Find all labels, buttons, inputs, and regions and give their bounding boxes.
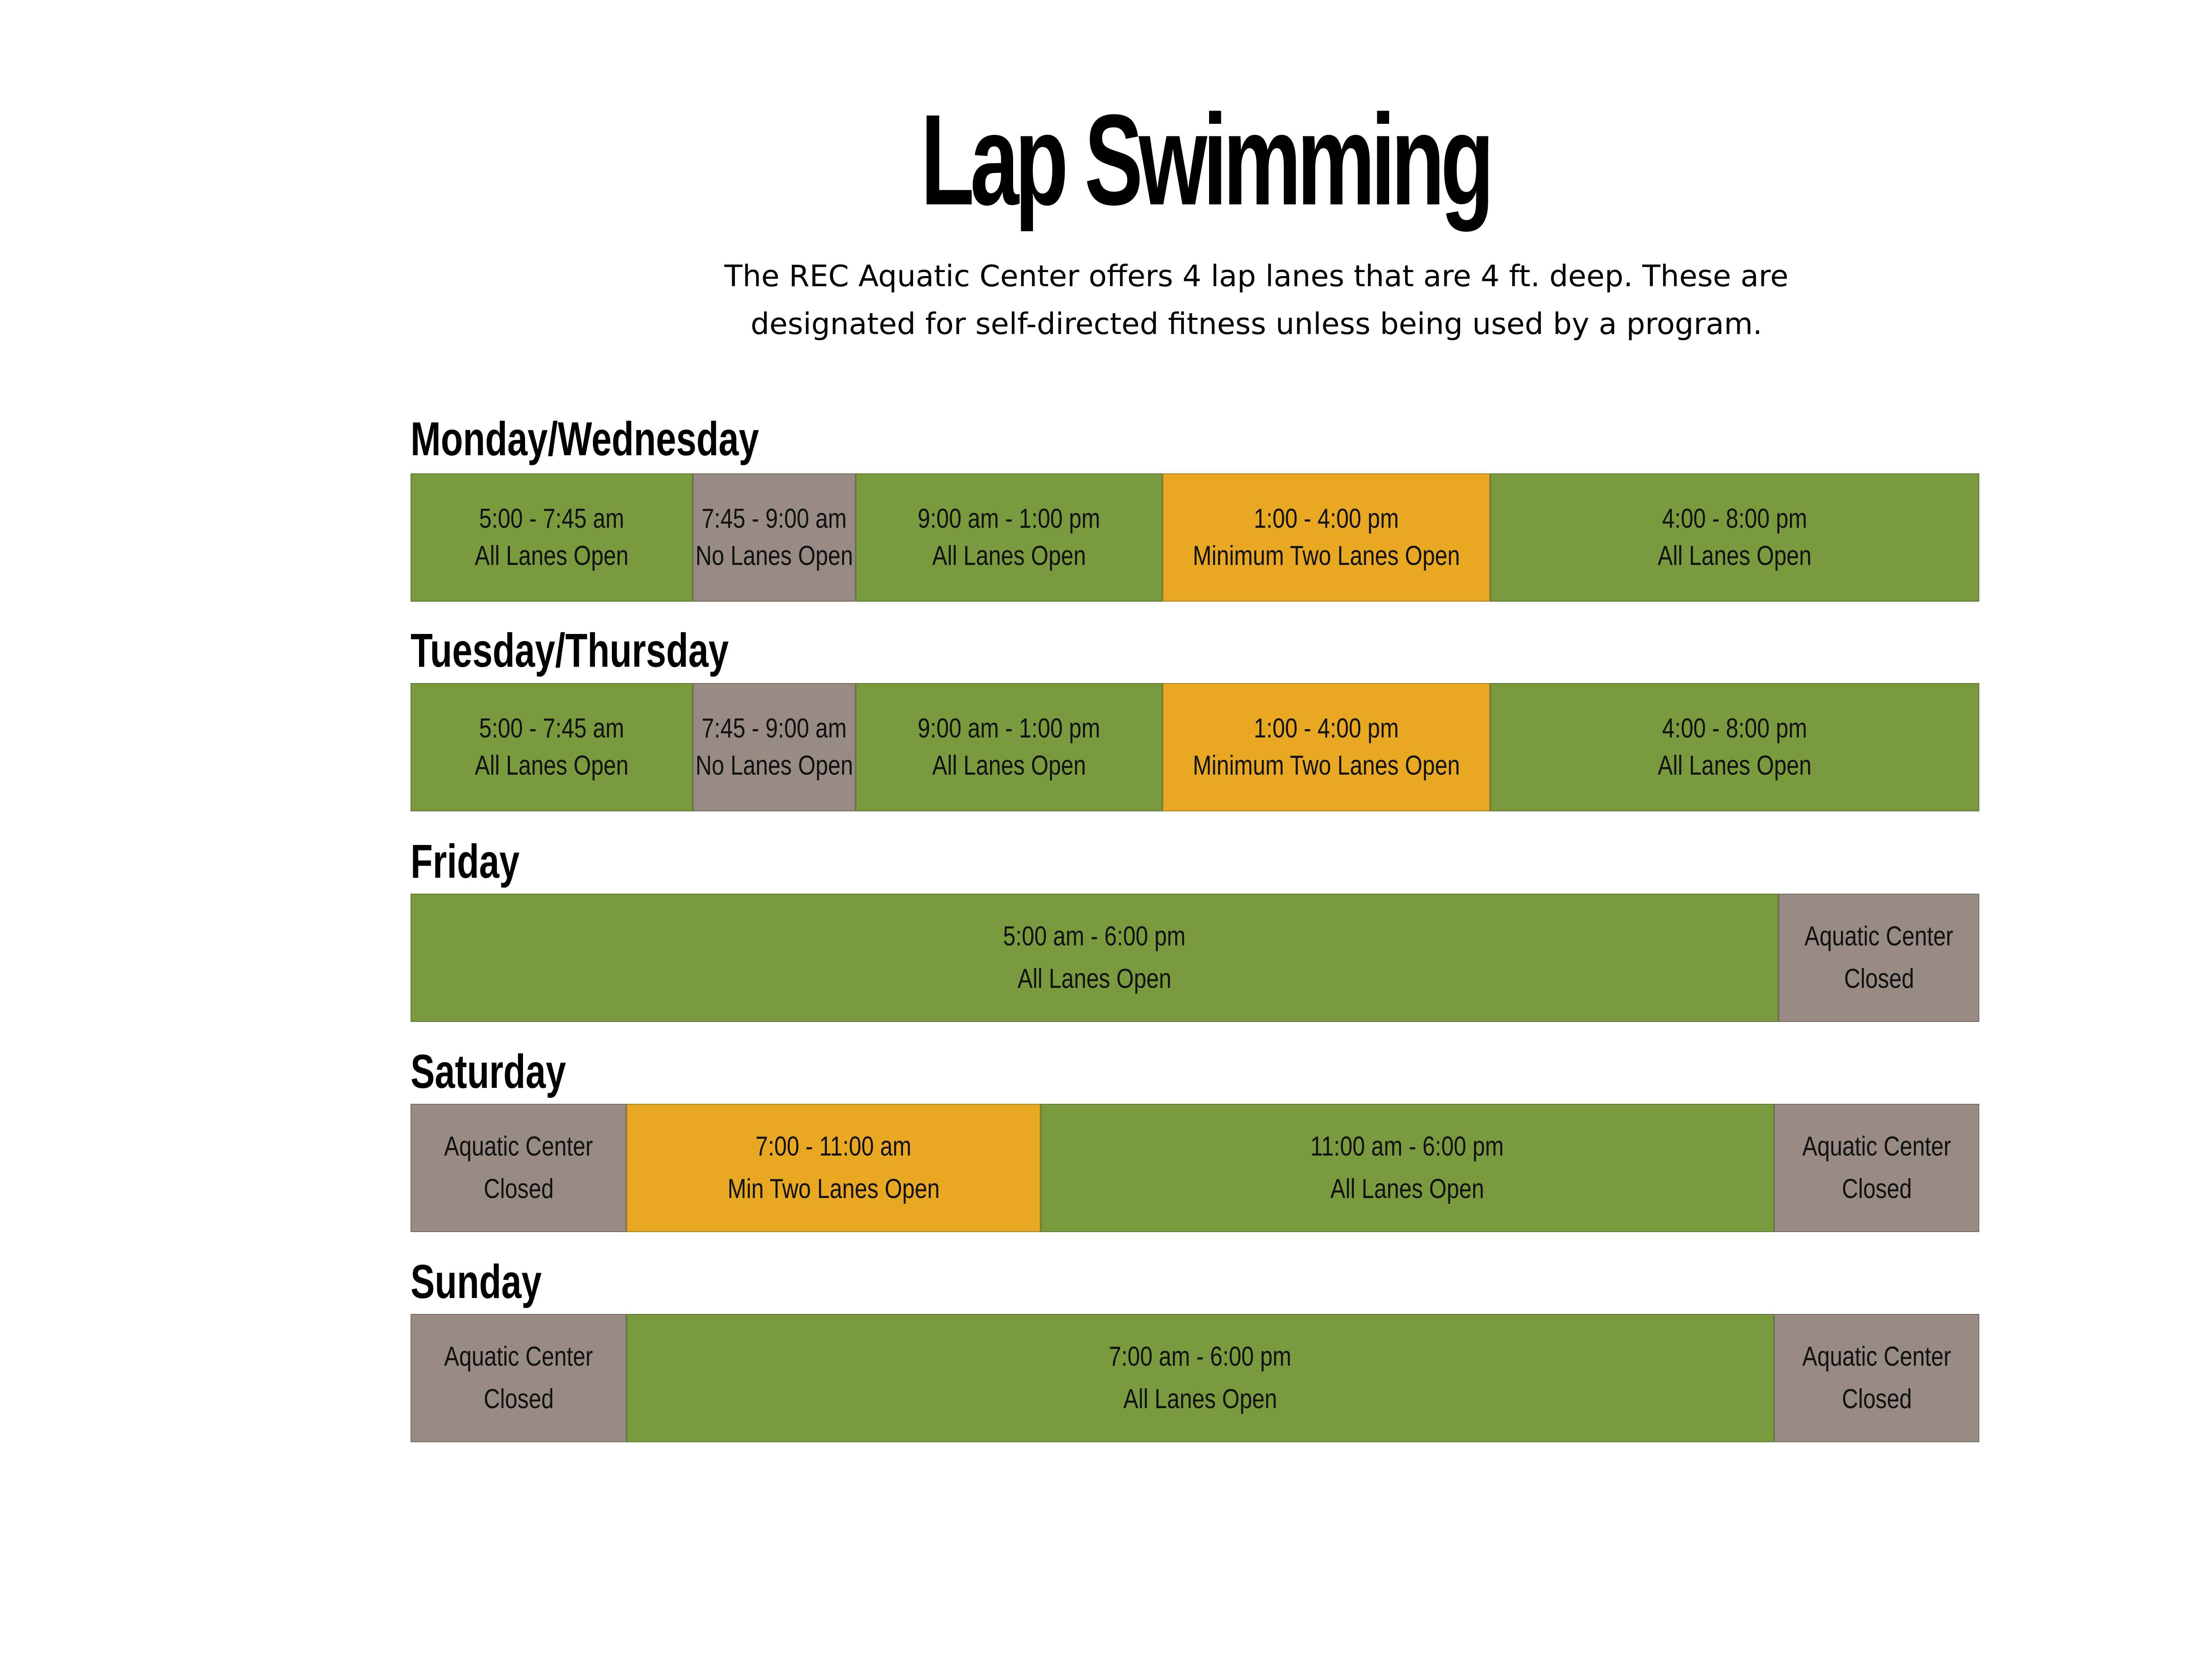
block-time: 4:00 - 8:00 pm	[1662, 713, 1807, 744]
time-block-aquatic-center-closed	[1778, 894, 1979, 1022]
schedule-row-friday	[411, 894, 1979, 1022]
block-time: 9:00 am - 1:00 pm	[918, 503, 1101, 534]
block-status: Closed	[483, 1174, 554, 1204]
intro-text	[717, 252, 1796, 348]
block-time: 1:00 - 4:00 pm	[1254, 713, 1399, 744]
block-status: All Lanes Open	[932, 750, 1086, 781]
block-status: Minimum Two Lanes Open	[1193, 541, 1460, 571]
block-status: Closed	[483, 1384, 554, 1414]
day-label-saturday: Saturday	[411, 1045, 566, 1098]
day-label-tuesday-thursday: Tuesday/Thursday	[411, 623, 729, 677]
block-time: Aquatic Center	[1802, 1341, 1951, 1372]
time-block-no-lanes-open	[693, 683, 856, 811]
schedule-row-monday-wednesday	[411, 473, 1979, 602]
block-time: 5:00 am - 6:00 pm	[1003, 921, 1186, 952]
intro-line-1: The REC Aquatic Center offers 4 lap lanes that are 4 ft. deep. These are	[724, 259, 1789, 293]
block-time: Aquatic Center	[1802, 1131, 1951, 1162]
time-block-all-lanes-open	[1041, 1104, 1774, 1232]
block-time: 7:00 - 11:00 am	[755, 1131, 912, 1162]
block-status: All Lanes Open	[475, 541, 629, 571]
block-status: All Lanes Open	[1123, 1384, 1277, 1414]
day-label-monday-wednesday: Monday/Wednesday	[411, 412, 759, 465]
block-time: 11:00 am - 6:00 pm	[1310, 1131, 1504, 1162]
block-status: Closed	[1841, 1174, 1912, 1204]
block-time: 7:00 am - 6:00 pm	[1109, 1341, 1292, 1372]
time-block-aquatic-center-closed	[411, 1104, 626, 1232]
time-block-all-lanes-open	[856, 473, 1163, 602]
schedule-row-saturday	[411, 1104, 1979, 1232]
block-status: All Lanes Open	[932, 541, 1086, 571]
intro-line-2: designated for self-directed fitness unless being used by a program.	[750, 307, 1763, 341]
page-title: Lap Swimming	[921, 88, 1490, 232]
schedule-row-tuesday-thursday	[411, 683, 1979, 811]
block-time: 1:00 - 4:00 pm	[1254, 503, 1399, 534]
block-status: Closed	[1843, 964, 1914, 994]
time-block-minimum-two-lanes-open	[1163, 473, 1490, 602]
time-block-min-two-lanes-open	[626, 1104, 1041, 1232]
block-status: All Lanes Open	[475, 750, 629, 781]
block-time: 5:00 - 7:45 am	[479, 713, 624, 744]
block-status: Minimum Two Lanes Open	[1193, 750, 1460, 781]
block-status: No Lanes Open	[695, 541, 853, 571]
block-time: 4:00 - 8:00 pm	[1662, 503, 1807, 534]
time-block-all-lanes-open	[411, 894, 1778, 1022]
time-block-aquatic-center-closed	[1774, 1314, 1979, 1442]
day-label-friday: Friday	[411, 834, 520, 888]
schedule-row-sunday	[411, 1314, 1979, 1442]
time-block-all-lanes-open	[626, 1314, 1774, 1442]
block-time: 9:00 am - 1:00 pm	[918, 713, 1101, 744]
block-time: Aquatic Center	[444, 1131, 593, 1162]
time-block-all-lanes-open	[411, 683, 693, 811]
time-block-all-lanes-open	[856, 683, 1163, 811]
block-status: All Lanes Open	[1658, 541, 1812, 571]
time-block-all-lanes-open	[1490, 683, 1979, 811]
block-status: No Lanes Open	[695, 750, 853, 781]
block-time: 7:45 - 9:00 am	[702, 713, 847, 744]
time-block-all-lanes-open	[411, 473, 693, 602]
block-status: All Lanes Open	[1018, 964, 1171, 994]
day-label-sunday: Sunday	[411, 1255, 542, 1308]
time-block-aquatic-center-closed	[1774, 1104, 1979, 1232]
time-block-no-lanes-open	[693, 473, 856, 602]
block-status: Min Two Lanes Open	[727, 1174, 940, 1204]
block-time: Aquatic Center	[444, 1341, 593, 1372]
block-time: 7:45 - 9:00 am	[702, 503, 847, 534]
time-block-aquatic-center-closed	[411, 1314, 626, 1442]
block-status: Closed	[1841, 1384, 1912, 1414]
block-time: 5:00 - 7:45 am	[479, 503, 624, 534]
time-block-minimum-two-lanes-open	[1163, 683, 1490, 811]
block-status: All Lanes Open	[1658, 750, 1812, 781]
time-block-all-lanes-open	[1490, 473, 1979, 602]
block-status: All Lanes Open	[1330, 1174, 1484, 1204]
block-time: Aquatic Center	[1804, 921, 1954, 952]
